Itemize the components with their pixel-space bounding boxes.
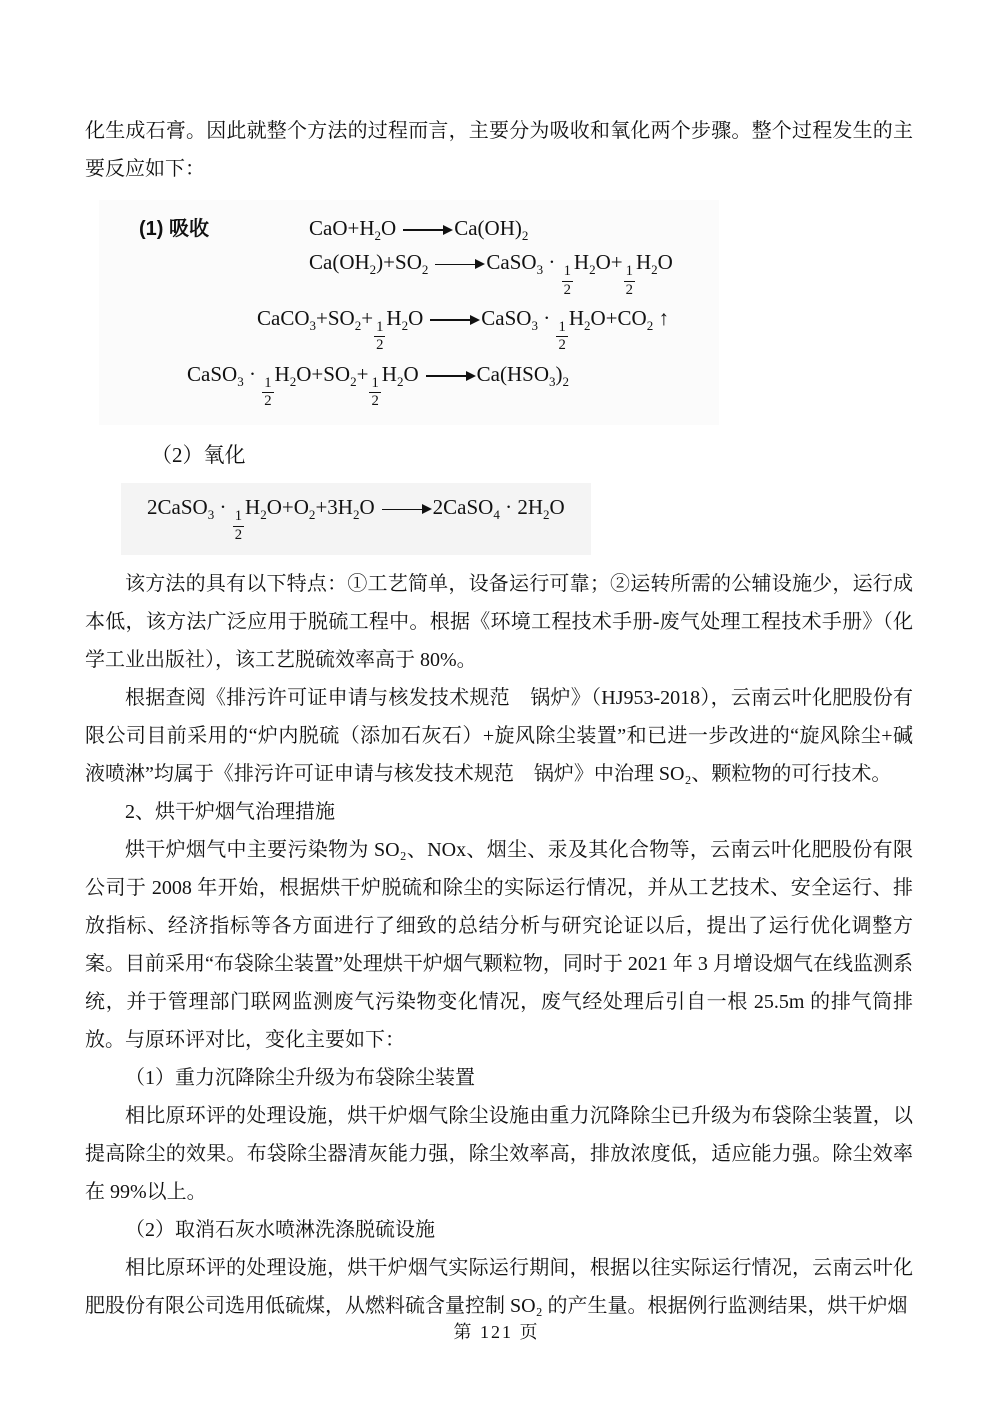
chemical-equation: 2CaSO$_3$ · $\frac{1}{2}$ $H_2O+O_2+3H_2O$ 2CaSO$_4$ · $2H_2O$	[121, 483, 591, 555]
equation-step-label: (1) 吸收	[139, 218, 209, 240]
reaction-arrow-icon	[430, 319, 478, 321]
reaction-arrow-icon	[435, 264, 483, 266]
fraction: $\frac{1}{2}$	[563, 263, 571, 298]
reaction-arrow-icon	[403, 229, 451, 231]
paragraph: 烘干炉烟气中主要污染物为 SO₂、NOx、烟尘、汞及其化合物等，云南云叶化肥股份有限公司于 2008 年开始，根据烘干炉脱硫和除尘的实际运行情况，并从工艺技术、安全运行、排放指标、经济指标等各方面进行了细致的总结分析与研究论证以后，提出了运行优化调整方案。目前采用“布袋除尘装置”处理烘干炉烟气颗粒物，同时于 2021 年 3 月增设烟气在线监测系统，并于管理部门联网监测废气污染物变化情况，废气经处理后引自一根 25.5m 的排气筒排放。与原环评对比，变化主要如下：	[85, 839, 913, 1052]
reaction-arrow-icon	[382, 509, 430, 511]
fraction: $\frac{1}{2}$	[558, 318, 566, 354]
equation-line	[99, 250, 719, 298]
paragraph: 根据查阅《排污许可证申请与核发技术规范 锅炉》（HJ953-2018），云南云叶化肥股份有限公司目前采用的“炉内脱硫（添加石灰石）+旋风除尘装置”和已进一步改进的“旋风除尘+碱液喷淋”均属于《排污许可证申请与核发技术规范 锅炉》中治理 SO₂、颗粒物的可行技术。	[85, 687, 913, 786]
fraction: $\frac{1}{2}$	[371, 374, 379, 410]
section-heading: （2）取消石灰水喷淋洗涤脱硫设施	[125, 1219, 435, 1242]
equation-block-absorption	[99, 200, 719, 425]
section-heading: 2、烘干炉烟气治理措施	[125, 801, 335, 824]
equation-step-label: （2）氧化	[151, 443, 246, 468]
page-number: 第 121 页	[453, 1322, 540, 1342]
equation-line	[99, 306, 719, 354]
paragraph: 相比原环评的处理设施，烘干炉烟气除尘设施由重力沉降除尘已升级为布袋除尘装置，以提高除尘的效果。布袋除尘器清灰能力强，除尘效率高，排放浓度低，适应能力强。除尘效率在 99%以上。	[85, 1105, 913, 1204]
chemical-equation: $Ca(OH_2)+SO_2$ CaSO$_3$ · $\frac{1}{2}$ $H_2O+$ $\frac{1}{2}$ $H_2O$	[309, 250, 673, 298]
chemical-equation: $CaO+H_2O$ $Ca(OH)_2$	[309, 216, 529, 244]
chemical-equation: $CaCO_3+SO_2+$ $\frac{1}{2}$ $H_2O$ CaSO$_3$ · $\frac{1}{2}$ $H_2O+CO_2$ ↑	[257, 305, 669, 354]
equation-line	[99, 362, 719, 410]
reaction-arrow-icon	[426, 375, 474, 377]
fraction: $\frac{1}{2}$	[264, 374, 272, 410]
equation-line	[121, 483, 913, 555]
paragraph: 相比原环评的处理设施，烘干炉烟气实际运行期间，根据以往实际运行情况，云南云叶化肥股份有限公司选用低硫煤，从燃料硫含量控制 SO₂ 的产生量。根据例行监测结果，烘干炉烟	[85, 1257, 913, 1318]
paragraph-continuation: 化生成石膏。因此就整个方法的过程而言，主要分为吸收和氧化两个步骤。整个过程发生的主要反应如下：	[85, 120, 913, 180]
section-heading: （1）重力沉降除尘升级为布袋除尘装置	[125, 1067, 475, 1090]
paragraph: 该方法的具有以下特点：①工艺简单，设备运行可靠；②运转所需的公辅设施少，运行成本低，该方法广泛应用于脱硫工程中。根据《环境工程技术手册-废气处理工程技术手册》（化学工业出版社），该工艺脱硫效率高于 80%。	[85, 573, 913, 672]
equation-line	[99, 212, 719, 242]
fraction: $\frac{1}{2}$	[625, 263, 633, 298]
fraction: $\frac{1}{2}$	[376, 318, 384, 354]
fraction: $\frac{1}{2}$	[234, 508, 243, 543]
chemical-equation: CaSO$_3$ · $\frac{1}{2}$ $H_2O+SO_2+$ $\frac{1}{2}$ $H_2O$ $Ca(HSO_3)_2$	[187, 361, 570, 410]
